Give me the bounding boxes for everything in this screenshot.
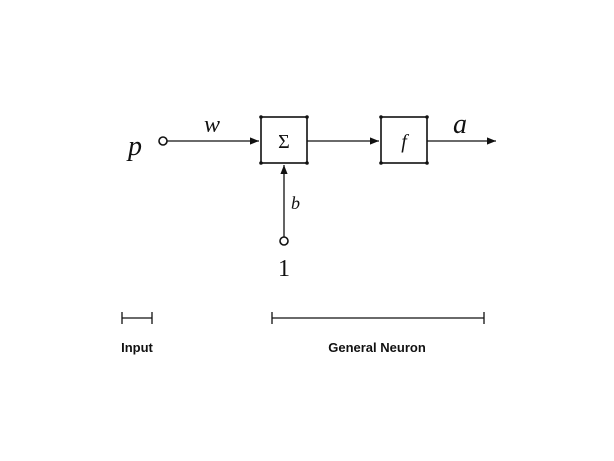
weight-symbol: w <box>204 112 221 138</box>
bias-symbol: b <box>291 193 300 213</box>
transfer-symbol: f <box>401 131 407 153</box>
bias-input-value: 1 <box>278 256 290 282</box>
sum-symbol: Σ <box>278 131 290 153</box>
neuron-bracket <box>272 312 484 324</box>
input-symbol: p <box>128 131 142 162</box>
input-node <box>159 137 167 145</box>
neuron-label: General Neuron <box>328 340 426 355</box>
bias-input-node <box>280 237 288 245</box>
input-label: Input <box>121 340 153 355</box>
input-bracket <box>122 312 152 324</box>
output-symbol: a <box>453 109 467 140</box>
